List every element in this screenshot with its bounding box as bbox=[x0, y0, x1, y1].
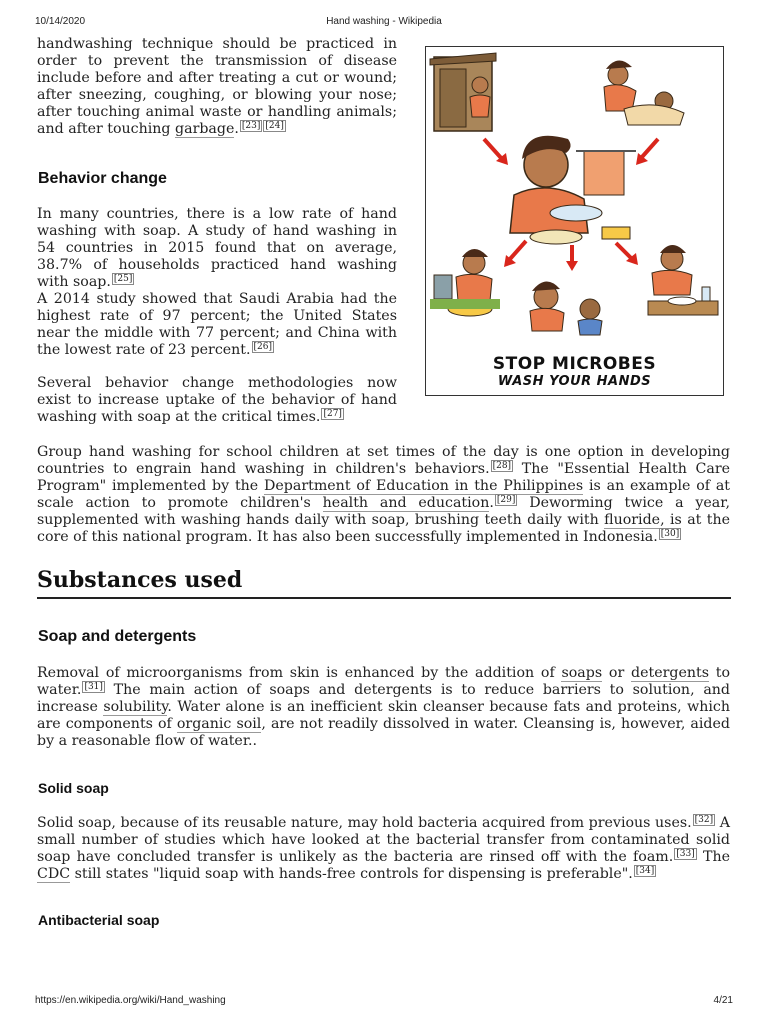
heading-behavior-change: Behavior change bbox=[38, 170, 167, 187]
link-garbage[interactable]: garbage bbox=[175, 121, 235, 137]
citation-29[interactable]: [29] bbox=[496, 495, 516, 505]
print-page-number: 4/21 bbox=[713, 995, 733, 1006]
citation-23[interactable]: [23] bbox=[241, 121, 261, 131]
citation-27[interactable]: [27] bbox=[323, 409, 342, 419]
behavior-paragraph-4: Group hand washing for school children at set times of the day is one option in developing countries to engrain hand washing in children's behaviors. [28] The "Essential Health Care Program" implemented by the Department of Education in the Philippines is an example of at scale action to promote children's health and education. [29] Deworming twice a year, supplemented with washing hands daily with soap, brushing teeth daily with fluoride, is at the core of this national program. It has also been successfully implemented in Indonesia. [30] bbox=[37, 444, 731, 545]
citation-34[interactable]: [34] bbox=[635, 866, 655, 876]
print-page-title: Hand washing - Wikipedia bbox=[326, 16, 442, 27]
intro-paragraph: handwashing technique should be practiced in order to prevent the transmission of disease include before and after treating a cut or wound; after sneezing, coughing, or blowing your nose; after touching animal waste or handling animals; and after touching garbage. [23] [24] bbox=[37, 36, 397, 137]
link-soaps[interactable]: soaps bbox=[561, 665, 603, 681]
handwashing-illustration bbox=[425, 46, 724, 396]
behavior-paragraph-1: In many countries, there is a low rate of hand washing with soap. A study of hand washing in 54 countries in 2015 found that on average, 38.7% of households practiced hand washing with soap. [25] bbox=[37, 206, 397, 290]
solid-soap-paragraph: Solid soap, because of its reusable nature, may hold bacteria acquired from previous uses. [32] A small number of studies which have looked at the bacterial transfer from contaminated solid soap have concluded transfer is unlikely as the bacteria are rinsed off with the foam. [33] The CDC still states "liquid soap with hands-free controls for dispensing is preferable". [34] bbox=[37, 815, 731, 882]
figure-caption-stop-microbes: STOP MICROBES bbox=[492, 354, 657, 374]
link-detergents[interactable]: detergents bbox=[631, 665, 709, 681]
handwashing-drawing bbox=[426, 47, 723, 347]
heading-substances-used: Substances used bbox=[37, 567, 731, 599]
heading-soap-and-detergents: Soap and detergents bbox=[38, 628, 197, 645]
heading-solid-soap: Solid soap bbox=[38, 780, 109, 796]
citation-26[interactable]: [26] bbox=[253, 342, 273, 352]
link-health-and-education[interactable]: health and education bbox=[322, 495, 490, 511]
citation-30[interactable]: [30] bbox=[660, 529, 680, 539]
citation-25[interactable]: [25] bbox=[113, 274, 133, 284]
soap-paragraph: Removal of microorganisms from skin is enhanced by the addition of soaps or detergents to water. [31] The main action of soaps and detergents is to reduce barriers to solution, and increase solubility. Water alone is an inefficient skin cleanser because fats and proteins, which are components of organic soil, are not readily dissolved in water. Cleansing is, however, aided by a reasonable flow of water.. bbox=[37, 665, 730, 749]
citation-31[interactable]: [31] bbox=[84, 682, 103, 692]
citation-33[interactable]: [33] bbox=[676, 849, 695, 859]
behavior-paragraph-3: Several behavior change methodologies now exist to increase uptake of the behavior of hand washing with soap at the critical times. [27] bbox=[37, 375, 397, 425]
heading-antibacterial-soap: Antibacterial soap bbox=[38, 912, 160, 928]
print-date: 10/14/2020 bbox=[35, 16, 86, 27]
citation-32[interactable]: [32] bbox=[694, 815, 714, 825]
link-department-of-education[interactable]: Department of Education in the Philippines bbox=[264, 478, 584, 494]
link-cdc[interactable]: CDC bbox=[37, 866, 71, 882]
link-organic-soil[interactable]: organic soil bbox=[176, 716, 262, 732]
print-url: https://en.wikipedia.org/wiki/Hand_washing bbox=[35, 995, 226, 1006]
link-solubility[interactable]: solubility bbox=[103, 699, 168, 715]
citation-24[interactable]: [24] bbox=[265, 121, 284, 131]
link-fluoride[interactable]: fluoride bbox=[604, 512, 661, 528]
citation-28[interactable]: [28] bbox=[492, 461, 512, 471]
figure-caption-wash-hands: WASH YOUR HANDS bbox=[497, 374, 652, 389]
behavior-paragraph-2: A 2014 study showed that Saudi Arabia had the highest rate of 97 percent; the United States near the middle with 77 percent; and China with the lowest rate of 23 percent. [26] bbox=[37, 291, 397, 358]
